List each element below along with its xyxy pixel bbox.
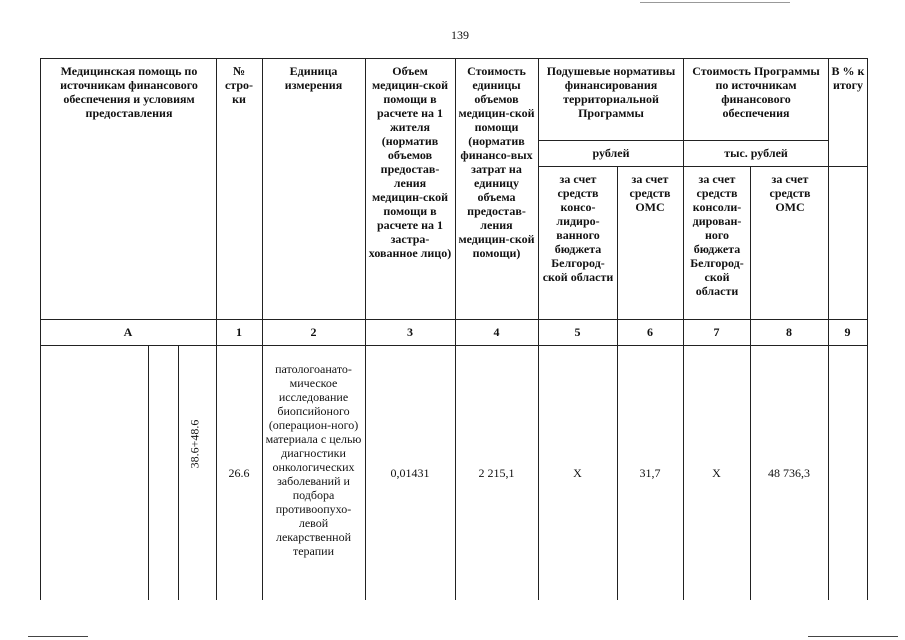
row-oms-rubles: 31,7	[639, 466, 661, 480]
header-oms-thousands: за счет средств ОМС	[769, 172, 811, 214]
row-unit-cost: 2 215,1	[478, 466, 515, 480]
column-number: 1	[236, 325, 242, 339]
row-oms-thousands: 48 736,3	[768, 466, 810, 480]
grid-line	[40, 345, 867, 346]
header-unit: Единица измерения	[284, 64, 343, 92]
header-thousand-rubles: тыс. рублей	[724, 146, 788, 160]
grid-line	[40, 319, 867, 320]
row-consolidated-budget-thousands: X	[712, 466, 721, 480]
header-per-capita-norms: Подушевые нормативы финансирования территориальной Программы	[546, 64, 676, 120]
grid-line	[750, 166, 751, 600]
column-number: 4	[493, 325, 500, 339]
scan-artifact-top	[640, 2, 790, 3]
scan-artifact-bottom-left	[28, 636, 88, 637]
row-line-number: 26.6	[228, 466, 250, 480]
header-consolidated-budget-thousands: за счет средств консоли-дирован-ного бюджета Белгород-ской области	[690, 172, 744, 298]
header-oms-rubles: за счет средств ОМС	[629, 172, 671, 214]
column-number: 8	[786, 325, 792, 339]
header-program-cost: Стоимость Программы по источникам финансового обеспечения	[692, 64, 820, 120]
grid-line	[867, 58, 868, 600]
column-number: 5	[574, 325, 581, 339]
column-number: А	[123, 325, 133, 339]
header-line-number: № стро-ки	[224, 64, 254, 106]
column-number: 2	[310, 325, 317, 339]
header-unit-cost: Стоимость единицы объемов медицин-ской помощи (норматив финансо-вых затрат на единицу объема предостав-ления медицин-ской помощи)	[458, 64, 535, 260]
rotated-code-text: 38.6+48.6	[187, 419, 202, 469]
grid-line	[538, 166, 867, 167]
header-care-type: Медицинская помощь по источникам финансового обеспечения и условиям предоставления	[60, 64, 198, 120]
row-unit-description: патологоанато-мическое исследование биопсийоного (операцион-ного) материала с целью диагностики онкологических заболеваний и подбора противоопухо-левой лекарственной терапии	[265, 362, 362, 558]
column-number: 6	[647, 325, 653, 339]
header-consolidated-budget-rubles: за счет средств консо-лидиро-ванного бюджета Белгород-ской области	[542, 172, 614, 284]
scan-artifact-bottom-right	[808, 636, 898, 637]
header-volume: Объем медицин-ской помощи в расчете на 1 жителя (норматив объемов предостав-ления медицин-ской помощи в расчете на 1 застра-хованное лицо)	[368, 64, 452, 260]
page-number: 139	[451, 28, 469, 42]
row-consolidated-budget-rubles: X	[573, 466, 582, 480]
header-rubles: рублей	[592, 146, 630, 160]
grid-line	[617, 166, 618, 600]
column-number: 9	[844, 325, 851, 339]
column-number: 3	[407, 325, 413, 339]
row-volume: 0,01431	[390, 466, 430, 480]
column-number: 7	[713, 325, 720, 339]
grid-line	[148, 345, 149, 600]
rotated-code-cell	[173, 392, 217, 496]
header-percent-of-total: В % к итогу	[831, 64, 865, 92]
grid-line	[40, 58, 867, 59]
